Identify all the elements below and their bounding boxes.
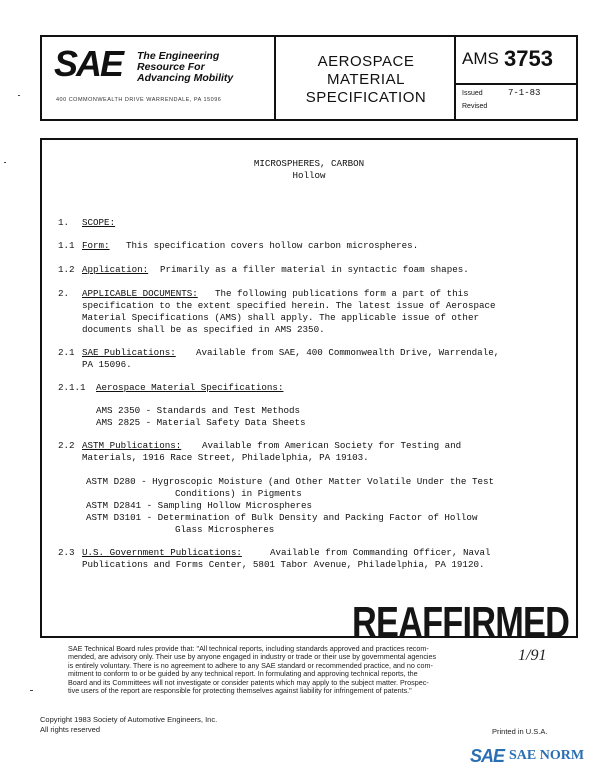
astm-reference-1: ASTM D280 - Hygroscopic Moisture (and Other Matter Volatile Under the Test — [86, 476, 494, 487]
section-1-heading: SCOPE: — [82, 217, 116, 228]
section-2-number: 2. — [58, 288, 70, 299]
issued-date: 7-1-83 — [508, 88, 541, 98]
astm-reference-1-cont: Conditions) in Pigments — [175, 488, 302, 499]
section-2-1-heading: SAE Publications: — [82, 347, 176, 358]
section-1-1-number: 1.1 — [58, 240, 75, 251]
section-2-line-4: documents shall be as specified in AMS 2350. — [82, 324, 325, 335]
section-2-line-1: The following publications form a part of this — [215, 288, 469, 299]
issued-label: Issued — [462, 90, 483, 97]
copyright-block — [40, 715, 217, 735]
section-1-2-number: 1.2 — [58, 264, 75, 275]
section-1-2-text: Primarily as a filler material in syntactic foam shapes. — [160, 264, 469, 275]
section-1-1-heading: Form: — [82, 240, 110, 251]
sae-logo: SAE — [54, 43, 123, 84]
section-2-2-number: 2.2 — [58, 440, 75, 451]
section-2-1-line-1: Available from SAE, 400 Commonwealth Drive, Warrendale, — [196, 347, 500, 358]
sae-norm-logo-icon: SAE — [470, 745, 505, 766]
revised-label: Revised — [462, 103, 488, 110]
ams-reference-2: AMS 2825 - Material Safety Data Sheets — [96, 417, 306, 428]
reaffirmed-stamp: REAFFIRMED — [352, 598, 570, 647]
header-logo-panel — [42, 37, 274, 119]
astm-reference-3-cont: Glass Microspheres — [175, 524, 275, 535]
sae-address: 400 COMMONWEALTH DRIVE WARRENDALE, PA 15096 — [56, 97, 222, 103]
section-2-1-1-number: 2.1.1 — [58, 382, 86, 393]
technical-board-note: SAE Technical Board rules provide that: "All technical reports, including standards approved and practices recom- mended, are advisory only. Their use by anyone engaged in industry or trade or their use by governmental agencies is entirely voluntary. There is no agreement to adhere to any SAE standard or recommended practice, and no com- mitment to conform to or be guided by any technical report. In formulating and approving technical reports, the Board and its Committees will not investigate or consider patents which may apply to the subject matter. Prospec- tive users of the report are responsible for protecting themselves against liability for infringement of patents." — [68, 644, 437, 696]
sae-norm-watermark — [470, 741, 584, 771]
section-1-number: 1. — [58, 217, 70, 228]
scan-speck — [4, 162, 6, 163]
section-1-2-heading: Application: — [82, 264, 149, 275]
section-2-3-line-1: Available from Commanding Officer, Naval — [270, 547, 491, 558]
header-box — [40, 35, 578, 121]
section-2-2-line-1: Available from American Society for Testing and — [202, 440, 462, 451]
section-2-3-line-2: Publications and Forms Center, 5801 Tabor Avenue, Philadelphia, PA 19120. — [82, 559, 485, 570]
document-title: MICROSPHERES, CARBON — [253, 158, 365, 169]
astm-reference-2: ASTM D2841 - Sampling Hollow Microspheres — [86, 500, 313, 511]
section-2-3-heading: U.S. Government Publications: — [82, 547, 242, 558]
ams-id-row — [456, 37, 578, 85]
section-2-1-1-heading: Aerospace Material Specifications: — [96, 382, 284, 393]
ams-number: 3753 — [504, 46, 553, 71]
section-1-1-text: This specification covers hollow carbon microspheres. — [126, 240, 419, 251]
section-2-1-number: 2.1 — [58, 347, 75, 358]
scan-speck — [18, 95, 20, 96]
printed-in: Printed in U.S.A. — [492, 727, 548, 736]
section-2-heading: APPLICABLE DOCUMENTS: — [82, 288, 198, 299]
section-2-3-number: 2.3 — [58, 547, 75, 558]
spec-title: AEROSPACE MATERIAL SPECIFICATION — [305, 53, 427, 106]
section-2-1-line-2: PA 15096. — [82, 359, 132, 370]
sae-norm-text: SAE NORM — [509, 748, 585, 763]
copyright-line: Copyright 1983 Society of Automotive Engineers, Inc. — [40, 715, 218, 724]
document-subtitle: Hollow — [292, 170, 326, 181]
ams-label: AMS — [462, 49, 499, 68]
ams-reference-1: AMS 2350 - Standards and Test Methods — [96, 405, 300, 416]
section-2-line-3: Material Specifications (AMS) shall apply. The applicable issue of other — [82, 312, 479, 323]
section-2-line-2: specification to the extent specified herein. The latest issue of Aerospace — [82, 300, 496, 311]
spec-title-panel — [274, 37, 454, 119]
scan-speck — [30, 690, 33, 691]
handwritten-date: 1/91 — [518, 647, 547, 664]
section-2-2-line-2: Materials, 1916 Race Street, Philadelphia, PA 19103. — [82, 452, 369, 463]
ams-panel — [454, 37, 576, 119]
astm-reference-3: ASTM D3101 - Determination of Bulk Density and Packing Factor of Hollow — [86, 512, 478, 523]
sae-tagline: The Engineering Resource For Advancing Mobility — [137, 50, 234, 84]
rights-line: All rights reserved — [40, 725, 101, 734]
section-2-2-heading: ASTM Publications: — [82, 440, 182, 451]
